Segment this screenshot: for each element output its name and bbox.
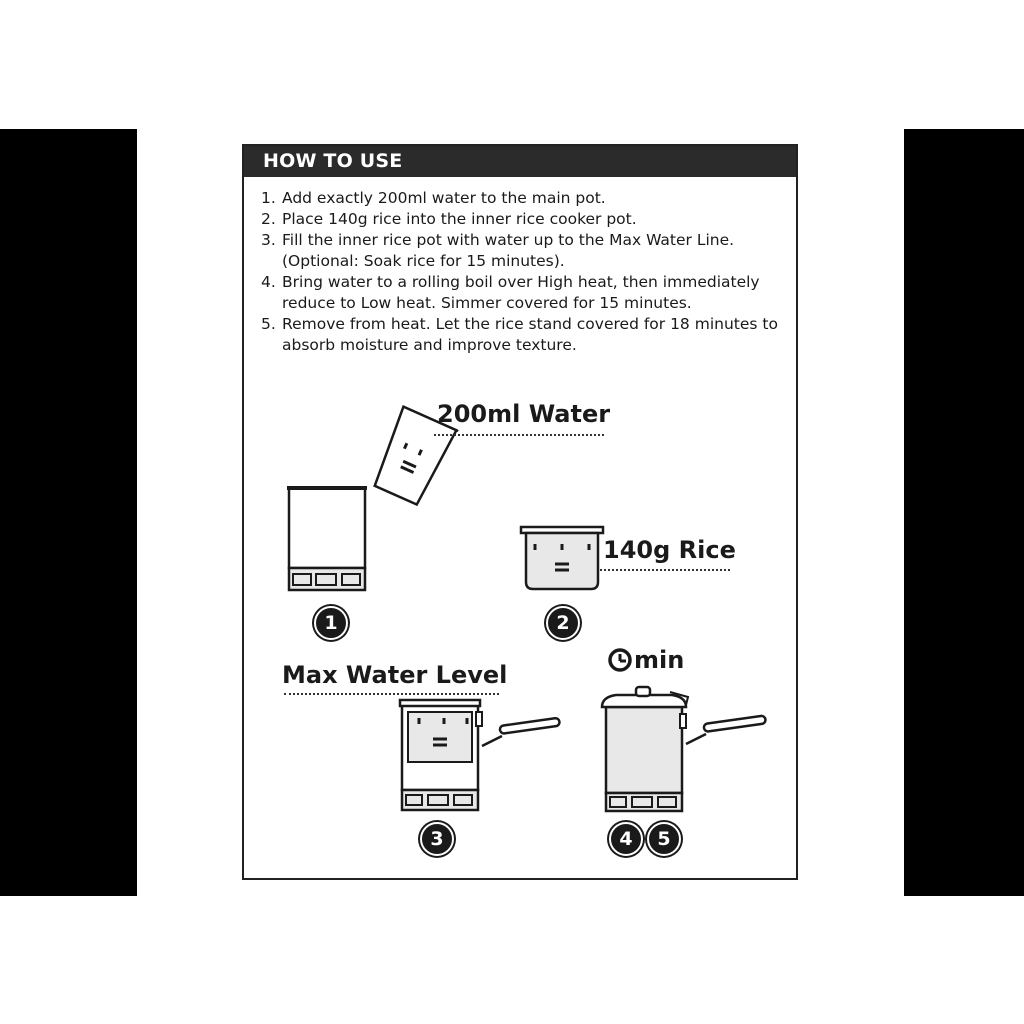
list-item: 2. Place 140g rice into the inner rice cooker pot. bbox=[261, 210, 637, 228]
step-badge-2: 2 bbox=[546, 606, 580, 640]
rice-label: 140g Rice bbox=[603, 536, 736, 564]
list-item: 1. Add exactly 200ml water to the main pot. bbox=[261, 189, 606, 207]
step-badge-3: 3 bbox=[420, 822, 454, 856]
water-label: 200ml Water bbox=[437, 400, 611, 428]
rice-label-underline bbox=[600, 569, 730, 571]
step-badge-5: 5 bbox=[647, 822, 681, 856]
covered-pot-icon bbox=[602, 687, 766, 811]
illustration-canvas bbox=[244, 146, 800, 882]
main-pot-icon bbox=[287, 486, 367, 590]
water-label-underline bbox=[434, 434, 604, 436]
page-title: HOW TO USE bbox=[263, 150, 403, 172]
list-item: 5. Remove from heat. Let the rice stand covered for 18 minutes to absorb moisture and improve texture. bbox=[261, 315, 778, 354]
timer-label: min bbox=[634, 646, 685, 674]
max-water-level-underline bbox=[284, 693, 499, 695]
list-item: 4. Bring water to a rolling boil over High heat, then immediately reduce to Low heat. Simmer covered for 15 minutes. bbox=[261, 273, 760, 312]
list-item: 3. Fill the inner rice pot with water up to the Max Water Line. (Optional: Soak rice for 15 minutes). bbox=[261, 231, 735, 270]
how-to-use-card bbox=[242, 144, 798, 880]
clock-icon bbox=[610, 650, 630, 670]
step-badge-1: 1 bbox=[314, 606, 348, 640]
inner-rice-pot-icon bbox=[521, 527, 603, 589]
max-water-level-label: Max Water Level bbox=[282, 661, 508, 689]
step-badge-4: 4 bbox=[609, 822, 643, 856]
pot-with-handle-icon bbox=[400, 700, 560, 810]
